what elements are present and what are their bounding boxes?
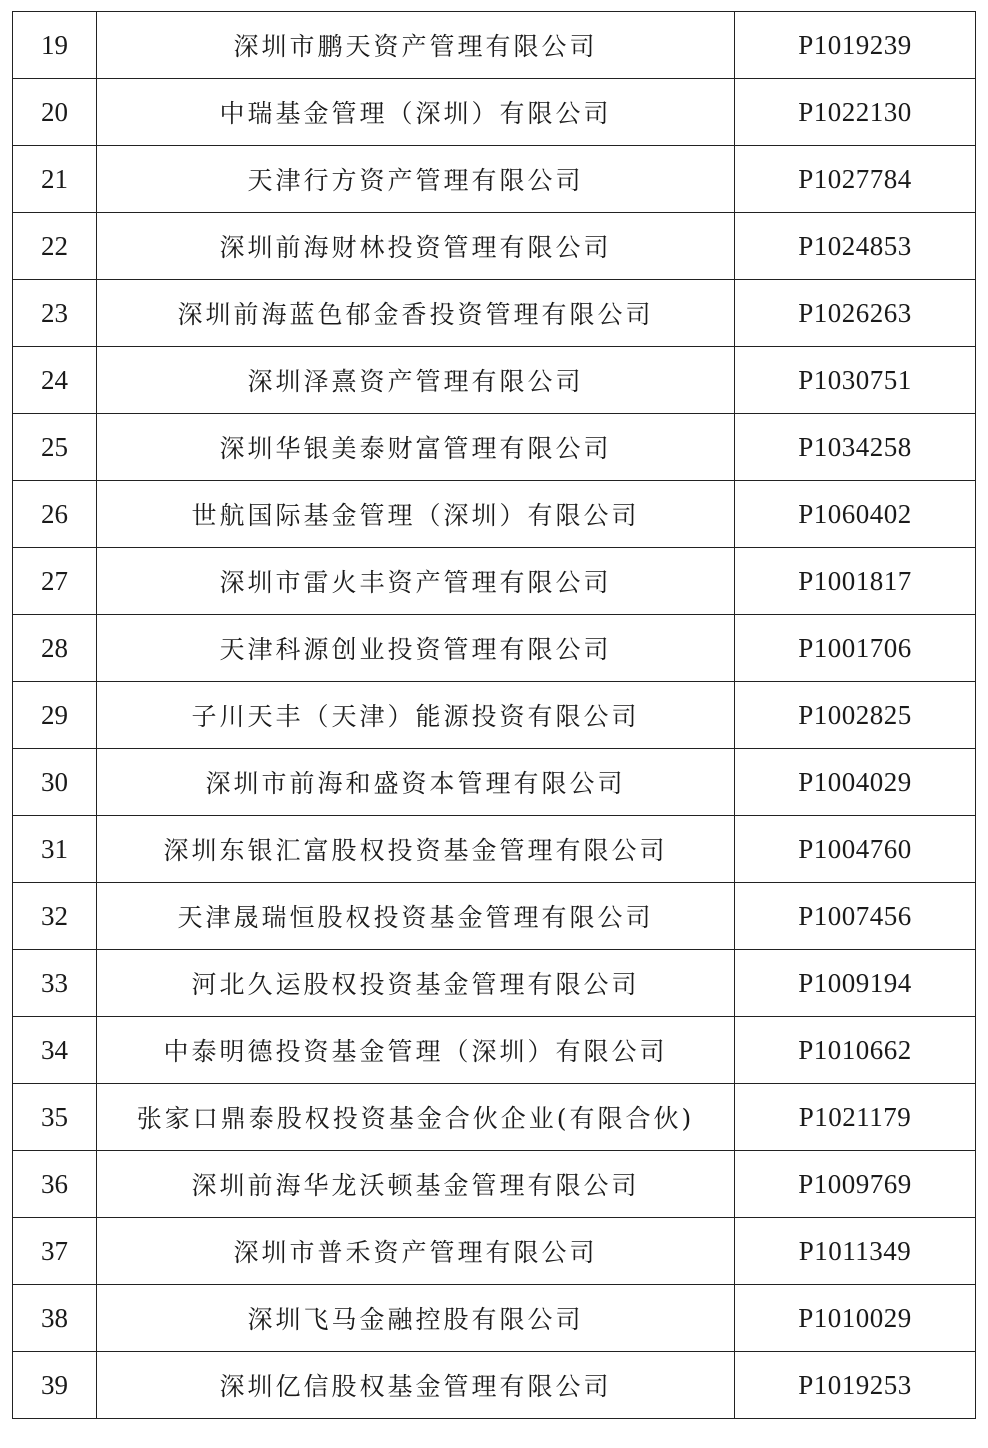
institution-name-cell: 深圳前海华龙沃顿基金管理有限公司 — [97, 1151, 735, 1218]
table-row — [13, 749, 976, 816]
registration-code-cell: P1009769 — [735, 1151, 976, 1218]
registration-code-cell: P1004760 — [735, 816, 976, 883]
row-number-cell: 34 — [13, 1017, 97, 1084]
institution-name-cell: 深圳市雷火丰资产管理有限公司 — [97, 548, 735, 615]
registration-code-cell: P1019253 — [735, 1352, 976, 1419]
institution-name-cell: 深圳前海财林投资管理有限公司 — [97, 213, 735, 280]
institution-name-cell: 深圳东银汇富股权投资基金管理有限公司 — [97, 816, 735, 883]
row-number-cell: 23 — [13, 280, 97, 347]
registration-code-cell: P1060402 — [735, 481, 976, 548]
table-row — [13, 950, 976, 1017]
row-number-cell: 24 — [13, 347, 97, 414]
table-row — [13, 1017, 976, 1084]
registration-code-cell: P1001706 — [735, 615, 976, 682]
registration-code-cell: P1011349 — [735, 1218, 976, 1285]
registration-code-cell: P1022130 — [735, 79, 976, 146]
institution-name-cell: 天津行方资产管理有限公司 — [97, 146, 735, 213]
registration-code-cell: P1007456 — [735, 883, 976, 950]
institution-table — [12, 11, 976, 1419]
row-number-cell: 21 — [13, 146, 97, 213]
registration-code-cell: P1019239 — [735, 12, 976, 79]
institution-name-cell: 深圳华银美泰财富管理有限公司 — [97, 414, 735, 481]
row-number-cell: 38 — [13, 1285, 97, 1352]
table-row — [13, 1151, 976, 1218]
registration-code-cell: P1010029 — [735, 1285, 976, 1352]
institution-name-cell: 河北久运股权投资基金管理有限公司 — [97, 950, 735, 1017]
row-number-cell: 19 — [13, 12, 97, 79]
row-number-cell: 37 — [13, 1218, 97, 1285]
table-row — [13, 816, 976, 883]
row-number-cell: 32 — [13, 883, 97, 950]
registration-code-cell: P1009194 — [735, 950, 976, 1017]
institution-name-cell: 深圳泽熹资产管理有限公司 — [97, 347, 735, 414]
row-number-cell: 28 — [13, 615, 97, 682]
table-row — [13, 213, 976, 280]
institution-name-cell: 深圳前海蓝色郁金香投资管理有限公司 — [97, 280, 735, 347]
table-row — [13, 12, 976, 79]
row-number-cell: 25 — [13, 414, 97, 481]
table-row — [13, 146, 976, 213]
institution-name-cell: 深圳市普禾资产管理有限公司 — [97, 1218, 735, 1285]
table-row — [13, 615, 976, 682]
table-row — [13, 347, 976, 414]
institution-name-cell: 天津科源创业投资管理有限公司 — [97, 615, 735, 682]
row-number-cell: 35 — [13, 1084, 97, 1151]
table-row — [13, 1218, 976, 1285]
institution-name-cell: 中瑞基金管理（深圳）有限公司 — [97, 79, 735, 146]
institution-name-cell: 中泰明德投资基金管理（深圳）有限公司 — [97, 1017, 735, 1084]
registration-code-cell: P1030751 — [735, 347, 976, 414]
row-number-cell: 36 — [13, 1151, 97, 1218]
registration-code-cell: P1027784 — [735, 146, 976, 213]
institution-name-cell: 深圳市鹏天资产管理有限公司 — [97, 12, 735, 79]
institution-name-cell: 张家口鼎泰股权投资基金合伙企业(有限合伙) — [97, 1084, 735, 1151]
table-row — [13, 682, 976, 749]
table-row — [13, 883, 976, 950]
registration-code-cell: P1001817 — [735, 548, 976, 615]
row-number-cell: 39 — [13, 1352, 97, 1419]
registration-code-cell: P1004029 — [735, 749, 976, 816]
institution-name-cell: 深圳市前海和盛资本管理有限公司 — [97, 749, 735, 816]
table-row — [13, 1352, 976, 1419]
table-row — [13, 1285, 976, 1352]
row-number-cell: 33 — [13, 950, 97, 1017]
institution-name-cell: 子川天丰（天津）能源投资有限公司 — [97, 682, 735, 749]
table-row — [13, 280, 976, 347]
row-number-cell: 27 — [13, 548, 97, 615]
row-number-cell: 30 — [13, 749, 97, 816]
institution-name-cell: 天津晟瑞恒股权投资基金管理有限公司 — [97, 883, 735, 950]
row-number-cell: 29 — [13, 682, 97, 749]
registration-code-cell: P1010662 — [735, 1017, 976, 1084]
table-row — [13, 79, 976, 146]
table-row — [13, 414, 976, 481]
table-body — [13, 12, 976, 1419]
table-row — [13, 548, 976, 615]
table-row — [13, 481, 976, 548]
row-number-cell: 20 — [13, 79, 97, 146]
table-row — [13, 1084, 976, 1151]
row-number-cell: 26 — [13, 481, 97, 548]
row-number-cell: 31 — [13, 816, 97, 883]
row-number-cell: 22 — [13, 213, 97, 280]
institution-name-cell: 世航国际基金管理（深圳）有限公司 — [97, 481, 735, 548]
registration-code-cell: P1002825 — [735, 682, 976, 749]
institution-name-cell: 深圳飞马金融控股有限公司 — [97, 1285, 735, 1352]
registration-code-cell: P1024853 — [735, 213, 976, 280]
registration-code-cell: P1026263 — [735, 280, 976, 347]
institution-name-cell: 深圳亿信股权基金管理有限公司 — [97, 1352, 735, 1419]
registration-code-cell: P1021179 — [735, 1084, 976, 1151]
registration-code-cell: P1034258 — [735, 414, 976, 481]
